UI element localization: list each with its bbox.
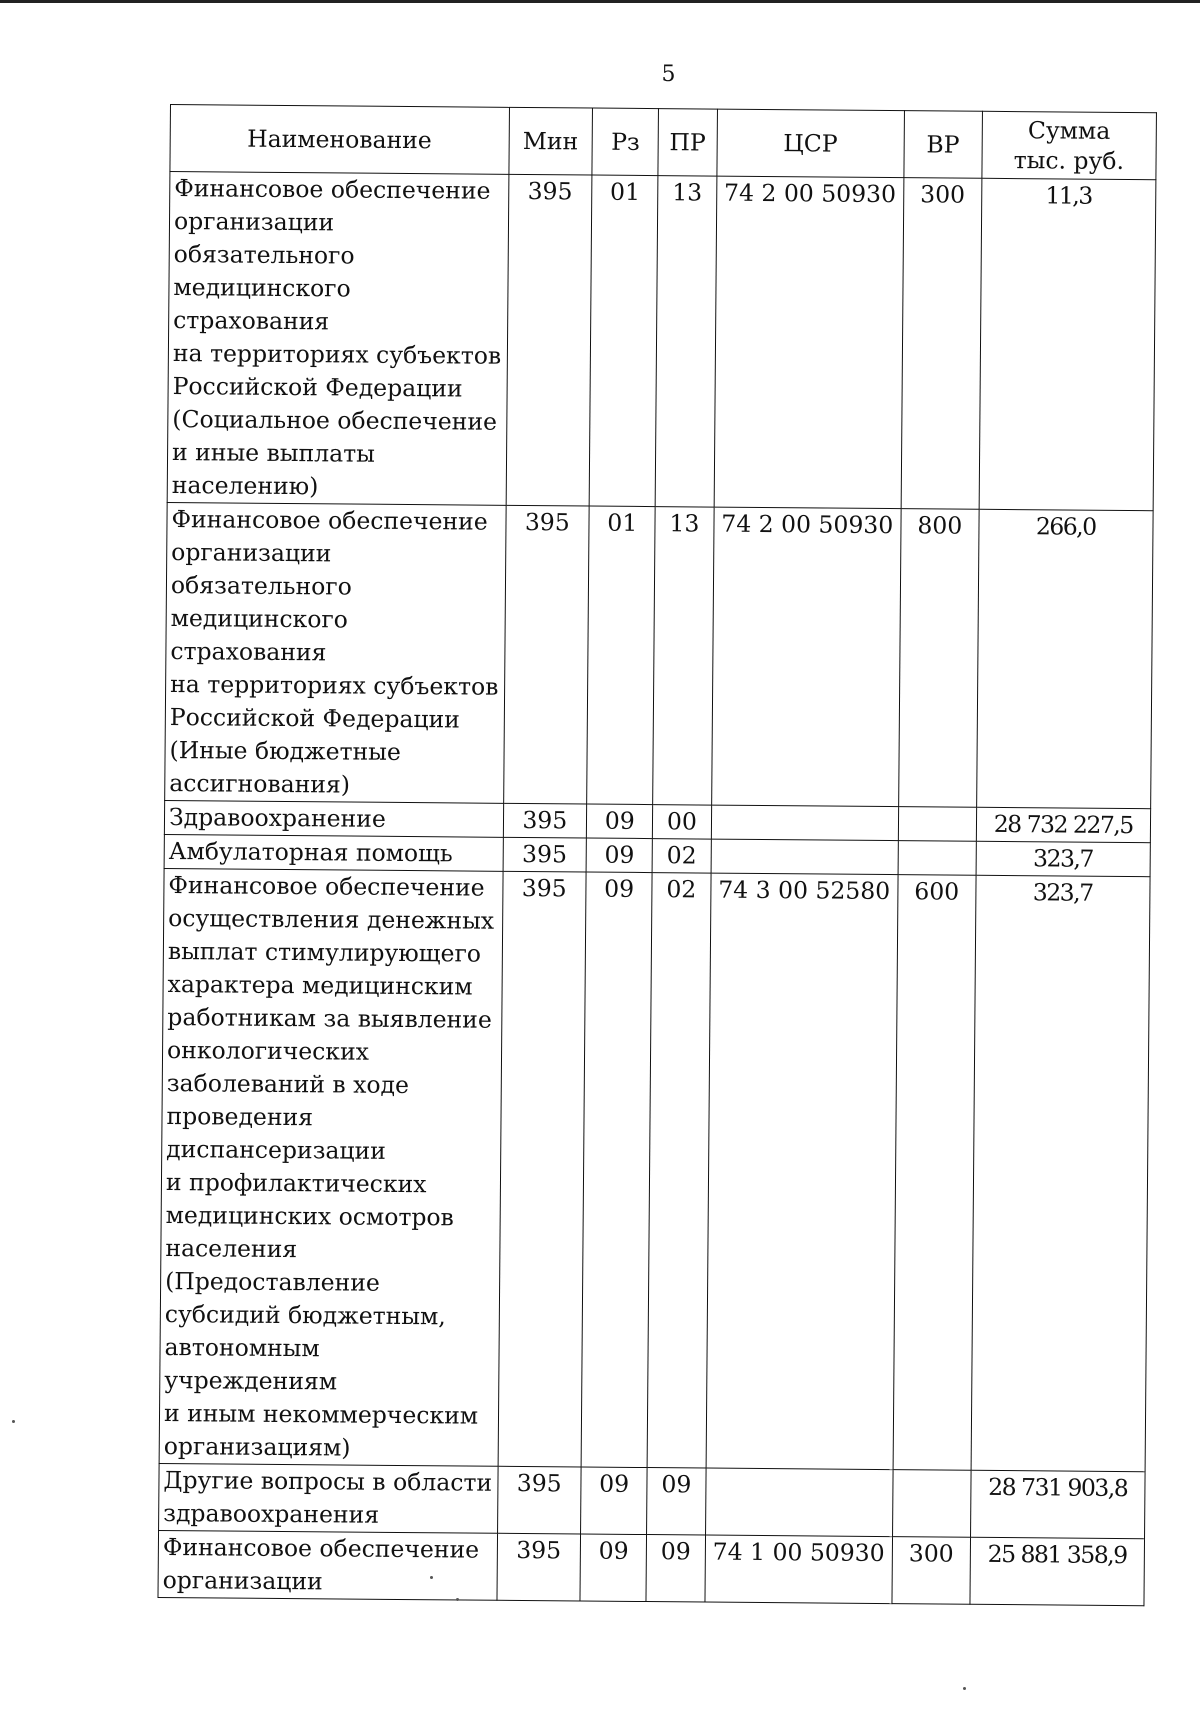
cell-vr: 800 (899, 509, 979, 808)
cell-rz: 09 (581, 872, 652, 1468)
cell-rz: 09 (580, 1534, 647, 1602)
cell-sum: 323,7 (971, 875, 1150, 1471)
cell-name: Финансовое обеспечение организации обязательного медицинского страхования на территориях субъектов Российской Федерации (Иные бюджетные ассигнования) (165, 502, 506, 803)
cell-pr: 13 (656, 176, 717, 507)
table-header-row (170, 105, 1157, 180)
cell-min: 395 (503, 505, 589, 804)
cell-name: Финансовое обеспечение осуществления денежных выплат стимулирующего характера медицинским работникам за выявление онкологических заболеваний в ходе проведения диспансеризации и профилактических медицинских осмотров населения (Предоставление субсидий бюджетным, автономным учреждениям и иным некоммерческим организациям) (159, 868, 502, 1466)
header-name: Наименование (170, 105, 509, 175)
table-row (159, 868, 1150, 1471)
cell-sum: 28 732 227,5 (976, 807, 1151, 842)
cell-sum: 266,0 (976, 509, 1153, 808)
scan-speck (430, 1576, 433, 1579)
cell-csr: 74 2 00 50930 (714, 176, 904, 509)
scan-speck (963, 1687, 966, 1690)
cell-rz: 09 (581, 1467, 648, 1535)
cell-rz: 01 (589, 175, 658, 507)
cell-vr: 600 (893, 875, 975, 1471)
scan-speck (456, 1598, 459, 1601)
cell-pr: 02 (647, 873, 710, 1468)
cell-vr (893, 1470, 971, 1538)
cell-sum: 25 881 358,9 (970, 1537, 1145, 1605)
header-csr: ЦСР (716, 109, 904, 178)
cell-min: 395 (497, 1466, 581, 1534)
cell-pr: 00 (653, 805, 711, 839)
cell-name: Здравоохранение (164, 800, 503, 837)
table-row (159, 1463, 1146, 1538)
cell-min: 395 (506, 174, 592, 506)
table-row (165, 502, 1153, 808)
cell-min: 395 (503, 803, 587, 838)
cell-rz: 09 (586, 804, 653, 839)
cell-min: 395 (503, 837, 587, 872)
table-row (167, 172, 1156, 511)
header-rz: Рз (592, 108, 659, 176)
cell-pr: 02 (652, 839, 710, 873)
header-pr: ПР (658, 109, 717, 176)
cell-name: Амбулаторная помощь (164, 834, 503, 871)
cell-sum: 28 731 903,8 (970, 1470, 1145, 1538)
cell-rz: 01 (587, 506, 656, 805)
cell-csr (711, 839, 899, 875)
page-number: 5 (661, 62, 676, 87)
header-sum-line1: Сумма (1027, 116, 1111, 145)
scan-speck (12, 1420, 15, 1423)
cell-vr: 300 (901, 178, 981, 510)
cell-csr: 74 1 00 50930 (704, 1535, 892, 1604)
budget-table (157, 104, 1156, 1606)
cell-name: Финансовое обеспечение организации (158, 1530, 497, 1600)
cell-sum: 11,3 (979, 178, 1156, 510)
header-sum-line2: тыс. руб. (1013, 146, 1125, 175)
cell-csr (711, 805, 899, 841)
cell-vr: 300 (892, 1537, 970, 1605)
cell-min: 395 (498, 871, 587, 1467)
header-sum (981, 111, 1156, 179)
cell-min: 395 (496, 1533, 580, 1601)
cell-vr (898, 841, 976, 876)
header-vr: ВР (904, 111, 982, 179)
cell-pr: 13 (653, 507, 714, 805)
cell-pr: 09 (646, 1535, 705, 1602)
cell-csr: 74 2 00 50930 (711, 507, 901, 807)
cell-name: Другие вопросы в области здравоохранения (159, 1463, 498, 1533)
cell-csr (705, 1468, 893, 1537)
scan-top-edge (0, 0, 1200, 3)
cell-csr: 74 3 00 52580 (706, 873, 899, 1470)
cell-pr: 09 (647, 1468, 706, 1535)
cell-sum: 323,7 (976, 841, 1151, 876)
cell-name: Финансовое обеспечение организации обязательного медицинского страхования на территориях субъектов Российской Федерации (Социальное обеспечение и иные выплаты населению) (167, 172, 508, 506)
header-min: Мин (508, 107, 592, 175)
table-row (158, 1530, 1145, 1605)
cell-rz: 09 (586, 838, 653, 873)
cell-vr (898, 807, 976, 842)
